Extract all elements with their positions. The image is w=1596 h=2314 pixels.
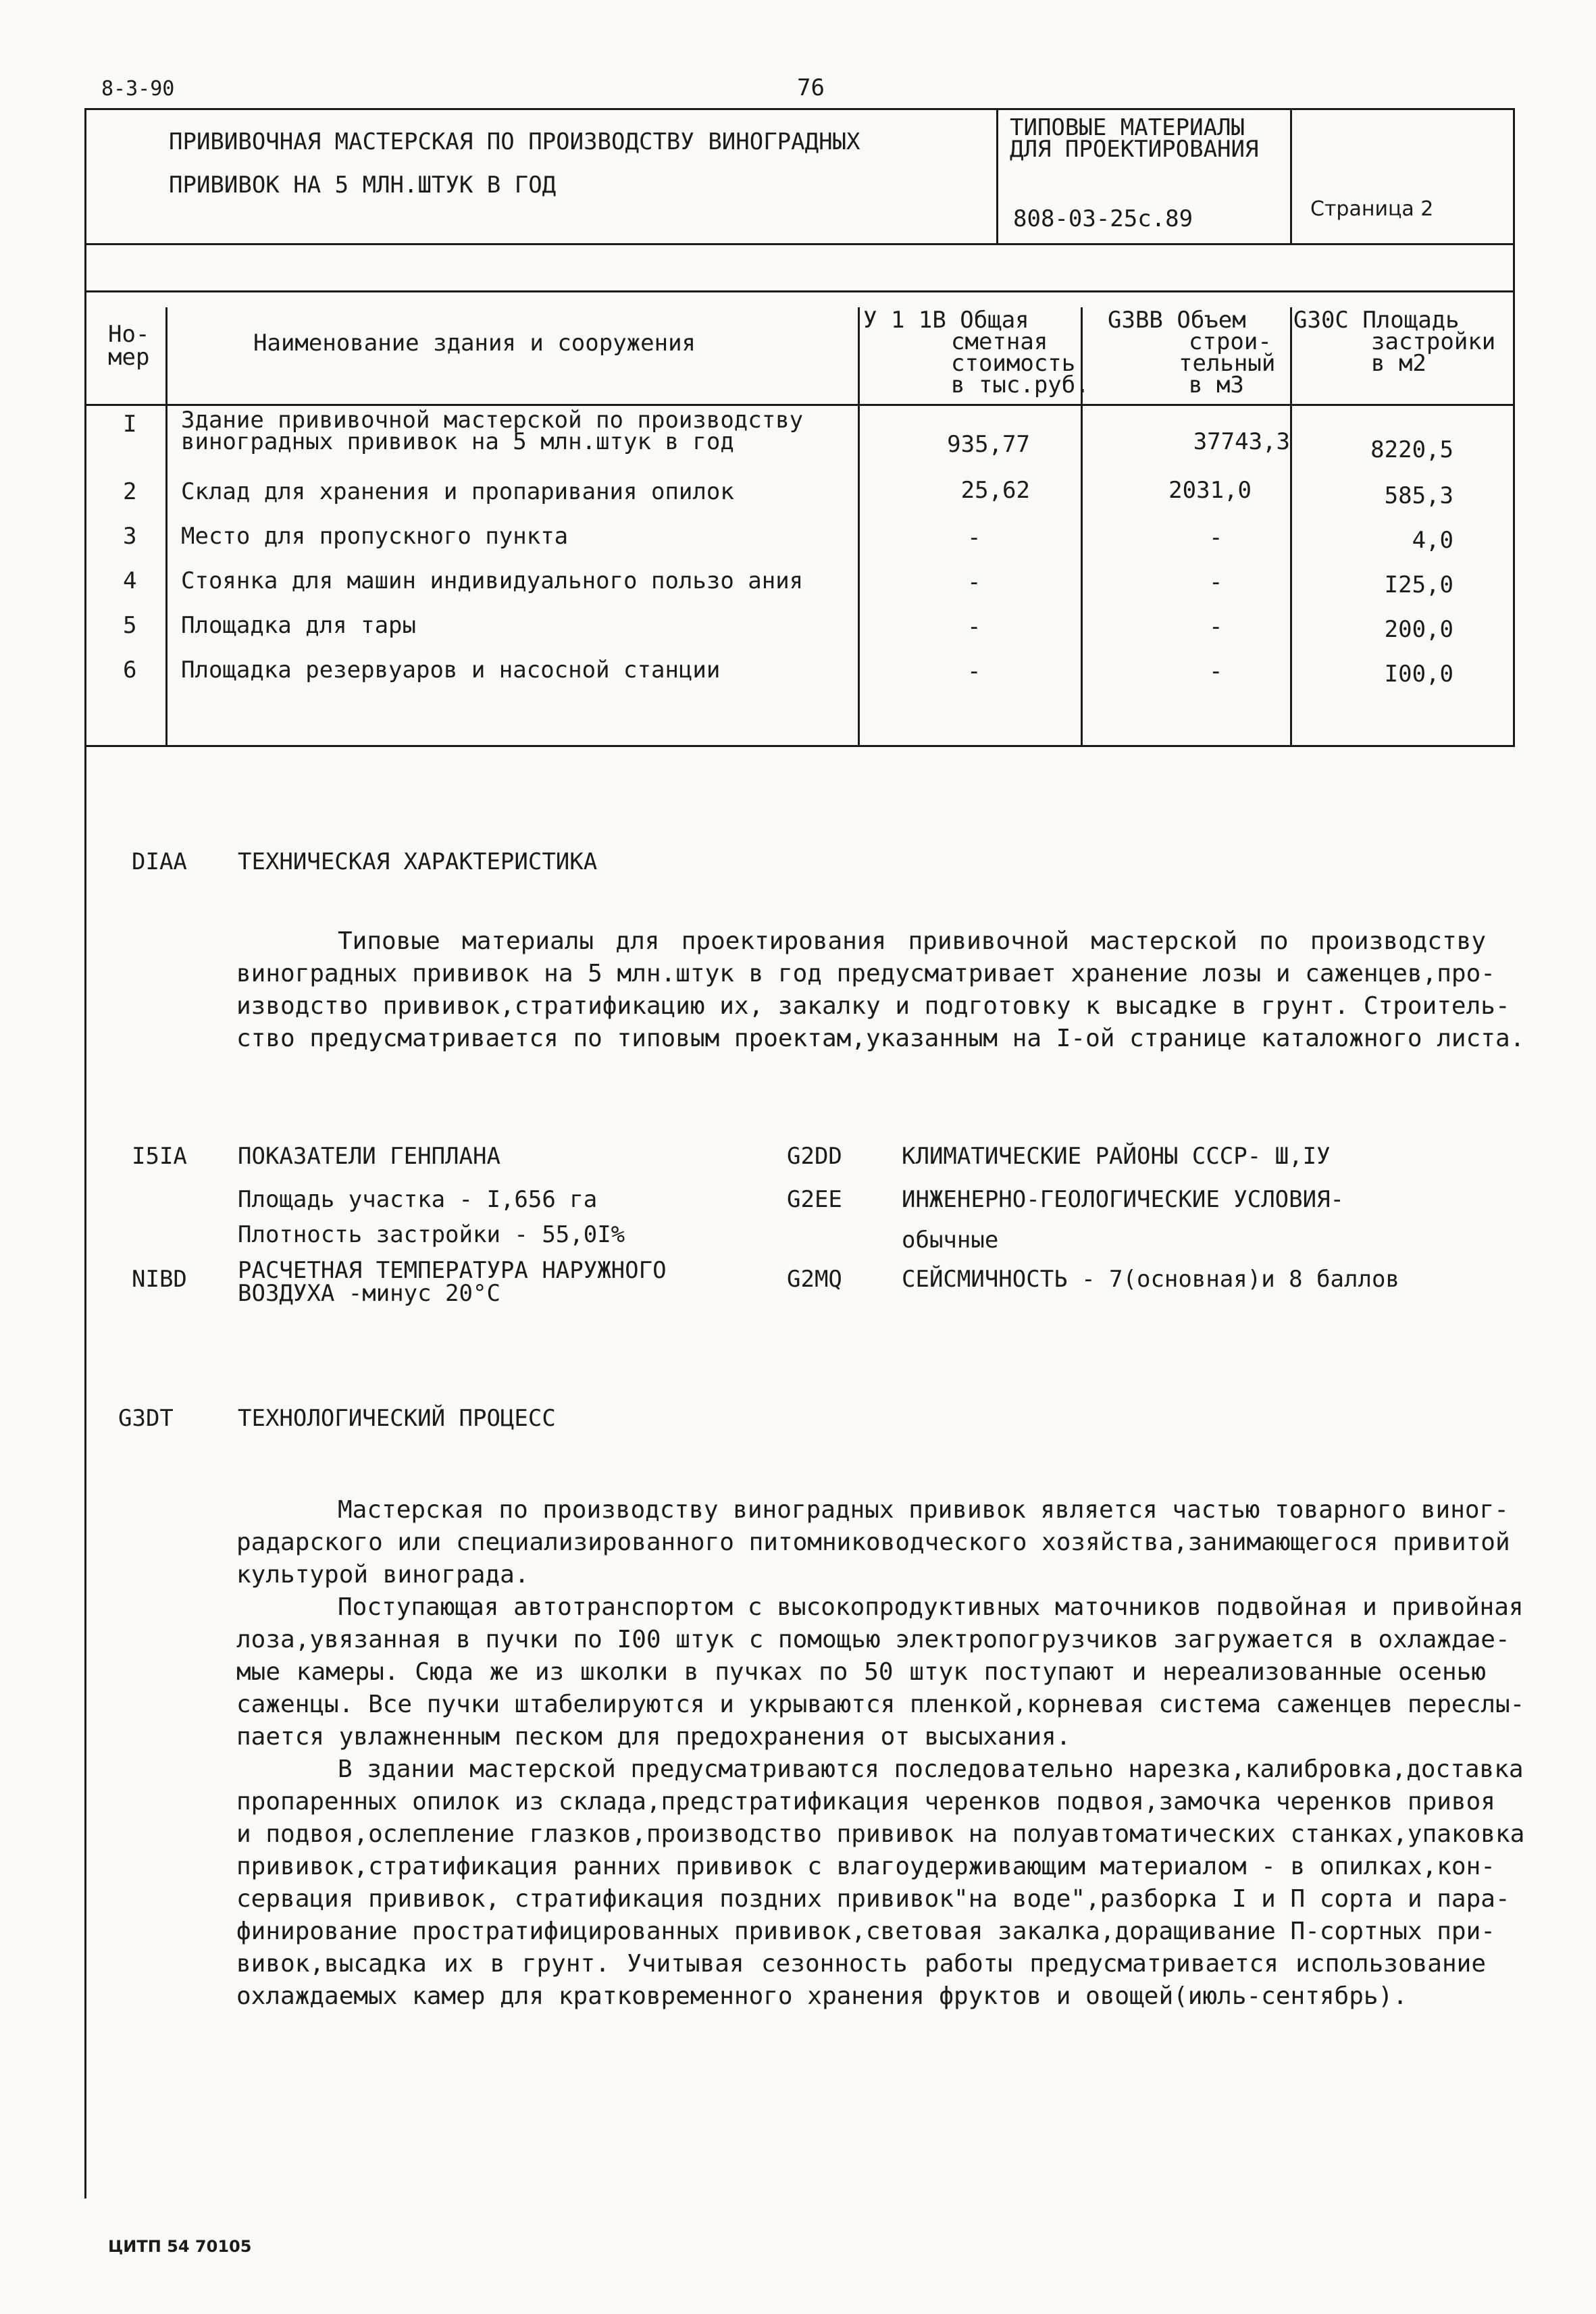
process-line: В здании мастерской предусматриваются последовательно нарезка,калибровка,доставка xyxy=(338,1755,1524,1783)
row-area: I00,0 xyxy=(1384,661,1453,688)
col-line-4 xyxy=(1290,307,1292,745)
tech-line: ство предусматривается по типовым проектам,указанным на I-ой странице каталожного листа. xyxy=(236,1025,1525,1052)
tech-code: DIAA xyxy=(132,848,187,875)
sheet-code: 8-3-90 xyxy=(101,77,175,101)
row-num: 2 xyxy=(123,478,137,505)
title-divider-2 xyxy=(1290,108,1292,243)
table-header-bottom xyxy=(84,404,1515,406)
climate-code: G2DD xyxy=(787,1143,842,1170)
row-num: 5 xyxy=(123,612,137,639)
row-volume: - xyxy=(1209,613,1223,640)
header-cost-4: в тыс.руб. xyxy=(951,371,1089,398)
row-volume: - xyxy=(1209,524,1223,551)
header-cost-1: У 1 1В Общая xyxy=(863,307,1029,334)
row-volume: - xyxy=(1209,658,1223,685)
doc-number: 808-03-25с.89 xyxy=(1013,205,1193,232)
frame-left xyxy=(84,108,86,2199)
row-num: 3 xyxy=(123,523,137,550)
row-name-1: Склад для хранения и пропаривания опилок xyxy=(181,478,734,505)
header-cost-2: сметная xyxy=(951,328,1048,355)
row-name-2: виноградных прививок на 5 млн.штук в год xyxy=(181,428,734,455)
process-line: сервация прививок, стратификация поздних прививок"на воде",разборка I и П сорта и пара- xyxy=(236,1885,1510,1913)
seismic-code: G2MQ xyxy=(787,1266,842,1293)
row-volume: 37743,3 xyxy=(1193,428,1290,455)
header-volume-3: тельный xyxy=(1179,350,1276,377)
table-top xyxy=(84,290,1515,292)
process-line: охлаждаемых камер для кратковременного хранения фруктов и овощей(июль-сентябрь). xyxy=(236,1982,1408,2010)
title-block-bottom xyxy=(84,243,1515,245)
row-volume: - xyxy=(1209,569,1223,596)
row-name-1: Место для пропускного пункта xyxy=(181,523,569,550)
frame-top xyxy=(84,108,1515,110)
temperature-code: NIBD xyxy=(132,1266,187,1293)
row-cost: - xyxy=(967,613,981,640)
process-code: G3DT xyxy=(118,1405,174,1432)
row-area: I25,0 xyxy=(1384,571,1453,598)
tech-line: изводство прививок,стратификацию их, закалку и подготовку к высадке в грунт. Строитель- xyxy=(236,992,1510,1020)
title-divider-1 xyxy=(996,108,998,243)
row-cost: - xyxy=(967,658,981,685)
title-line-1: ПРИВИВОЧНАЯ МАСТЕРСКАЯ ПО ПРОИЗВОДСТВУ ВИНОГРАДНЫХ xyxy=(169,128,860,155)
geology-code: G2EE xyxy=(787,1186,842,1213)
process-paragraph-2 xyxy=(236,1591,1525,1753)
process-line: культурой винограда. xyxy=(236,1561,530,1589)
tech-line: виноградных прививок на 5 млн.штук в год предусматривает хранение лозы и саженцев,про- xyxy=(236,960,1495,987)
row-num: I xyxy=(123,411,137,438)
row-name-1: Площадка для тары xyxy=(181,612,416,639)
row-num: 4 xyxy=(123,567,137,594)
row-volume: 2031,0 xyxy=(1168,477,1252,504)
page-number: 76 xyxy=(797,74,825,101)
genplan-area: Площадь участка - I,656 га xyxy=(238,1186,598,1213)
temperature-line-1: РАСЧЕТНАЯ ТЕМПЕРАТУРА НАРУЖНОГО xyxy=(238,1257,667,1284)
genplan-density: Плотность застройки - 55,0I% xyxy=(238,1221,625,1248)
header-volume-4: в м3 xyxy=(1189,371,1244,398)
series-line-2: ДЛЯ ПРОЕКТИРОВАНИЯ xyxy=(1010,136,1259,163)
process-line: финирование простратифицированных прививок,световая закалка,доращивание П-сортных при- xyxy=(236,1918,1495,1945)
genplan-title: ПОКАЗАТЕЛИ ГЕНПЛАНА xyxy=(238,1143,500,1170)
page-label: Страница 2 xyxy=(1310,197,1434,221)
process-line: прививок,стратификация ранних прививок с влагоудерживающим материалом - в опилках,кон- xyxy=(236,1853,1495,1880)
row-cost: - xyxy=(967,569,981,596)
tech-line: Типовые материалы для проектирования прививочной мастерской по производству xyxy=(338,927,1486,955)
header-volume-1: G3ВВ Объем xyxy=(1108,307,1246,334)
climate-text: КЛИМАТИЧЕСКИЕ РАЙОНЫ СССР- Ш,IУ xyxy=(902,1143,1331,1170)
process-line: лоза,увязанная в пучки по I00 штук с помощью электропогрузчиков загружается в охлаждае- xyxy=(236,1626,1510,1653)
row-cost: - xyxy=(967,524,981,551)
row-cost: 25,62 xyxy=(960,477,1030,504)
header-volume-2: строи- xyxy=(1189,328,1272,355)
process-line: саженцы. Все пучки штабелируются и укрываются пленкой,корневая система саженцев переслы- xyxy=(236,1691,1525,1718)
process-title: ТЕХНОЛОГИЧЕСКИЙ ПРОЦЕСС xyxy=(238,1405,556,1432)
process-paragraph-1 xyxy=(236,1494,1510,1591)
row-area: 8220,5 xyxy=(1370,436,1453,463)
row-name-1: Здание прививочной мастерской по производству xyxy=(181,407,804,434)
process-line: Мастерская по производству виноградных прививок является частью товарного виног- xyxy=(338,1496,1509,1524)
process-line: пропаренных опилок из склада,предстратификация черенков подвоя,замочка черенков привоя xyxy=(236,1788,1495,1816)
genplan-code: I5IA xyxy=(132,1143,187,1170)
header-area-2: застройки xyxy=(1371,328,1496,355)
tech-title: ТЕХНИЧЕСКАЯ ХАРАКТЕРИСТИКА xyxy=(238,848,598,875)
title-line-2: ПРИВИВОК НА 5 МЛН.ШТУК В ГОД xyxy=(169,172,557,199)
header-cost-3: стоимость xyxy=(951,350,1076,377)
row-area: 585,3 xyxy=(1384,482,1453,509)
frame-right xyxy=(1513,108,1515,746)
row-num: 6 xyxy=(123,657,137,684)
col-line-1 xyxy=(165,307,168,745)
row-cost: 935,77 xyxy=(947,431,1030,458)
geology-line-1: ИНЖЕНЕРНО-ГЕОЛОГИЧЕСКИЕ УСЛОВИЯ- xyxy=(902,1186,1345,1213)
header-area-3: в м2 xyxy=(1371,350,1426,377)
header-num-2: мер xyxy=(108,344,150,371)
process-paragraph-3 xyxy=(236,1753,1525,2013)
header-num-1: Но- xyxy=(108,321,150,348)
series-line-1: ТИПОВЫЕ МАТЕРИАЛЫ xyxy=(1010,114,1245,141)
process-line: пается увлажненным песком для предохранения от высыхания. xyxy=(236,1723,1071,1751)
process-line: Поступающая автотранспортом с высокопродуктивных маточников подвойная и привойная xyxy=(338,1593,1524,1621)
temperature-line-2: ВОЗДУХА -минус 20°С xyxy=(238,1280,500,1307)
header-area-1: G30С Площадь xyxy=(1293,307,1460,334)
process-line: вивок,высадка их в грунт. Учитывая сезонность работы предусматривается использование xyxy=(236,1950,1486,1978)
col-line-2 xyxy=(858,307,860,745)
process-line: радарского или специализированного питомниководческого хозяйства,занимающегося привитой xyxy=(236,1528,1510,1556)
table-bottom xyxy=(84,745,1515,747)
geology-line-2: обычные xyxy=(902,1227,999,1254)
row-name-1: Площадка резервуаров и насосной станции xyxy=(181,657,721,684)
process-line: мые камеры. Сюда же из школки в пучках по 50 штук поступают и нереализованные осенью xyxy=(236,1658,1486,1686)
footer-stamp: ЦИТП 54 70105 xyxy=(108,2237,252,2256)
header-name: Наименование здания и сооружения xyxy=(253,330,696,357)
process-line: и подвоя,ослепление глазков,производство прививок на полуавтоматических станках,упаковка xyxy=(236,1820,1525,1848)
row-area: 200,0 xyxy=(1384,616,1453,643)
tech-paragraph xyxy=(236,925,1525,1055)
seismic-text: СЕЙСМИЧНОСТЬ - 7(основная)и 8 баллов xyxy=(902,1266,1399,1293)
row-area: 4,0 xyxy=(1412,527,1453,554)
row-name-1: Стоянка для машин индивидуального пользо ания xyxy=(181,567,804,594)
